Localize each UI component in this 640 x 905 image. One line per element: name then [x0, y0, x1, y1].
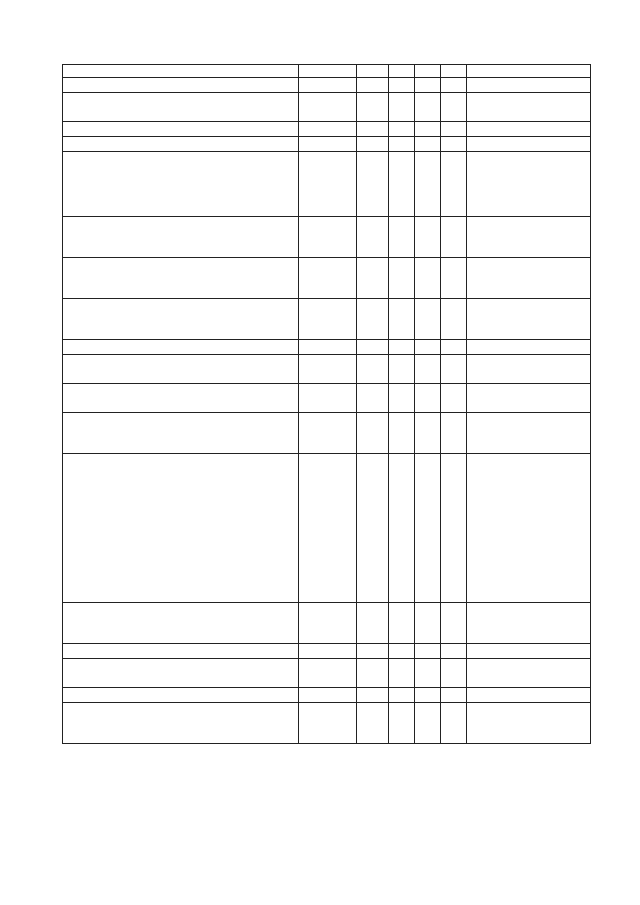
- amount-cell: [467, 659, 591, 688]
- column-header: [441, 65, 467, 78]
- target-article-cell: [299, 384, 357, 413]
- target-article-cell: [299, 93, 357, 122]
- expense-type-cell: [441, 152, 467, 217]
- subsection-cell: [415, 688, 441, 703]
- dept-code-cell: [357, 384, 389, 413]
- subsection-cell: [415, 355, 441, 384]
- item-name-cell: [63, 217, 299, 258]
- dept-code-cell: [357, 93, 389, 122]
- section-cell: [389, 137, 415, 152]
- table-row: [63, 703, 591, 744]
- amount-cell: [467, 78, 591, 93]
- dept-code-cell: [357, 299, 389, 340]
- dept-code-cell: [357, 152, 389, 217]
- amount-cell: [467, 384, 591, 413]
- section-cell: [389, 258, 415, 299]
- dept-code-cell: [357, 137, 389, 152]
- amount-cell: [467, 340, 591, 355]
- amount-cell: [467, 703, 591, 744]
- dept-code-cell: [357, 644, 389, 659]
- target-article-cell: [299, 258, 357, 299]
- amount-cell: [467, 122, 591, 137]
- table-row: [63, 454, 591, 603]
- table-row: [63, 152, 591, 217]
- expense-type-cell: [441, 299, 467, 340]
- expense-type-cell: [441, 340, 467, 355]
- target-article-cell: [299, 454, 357, 603]
- section-cell: [389, 688, 415, 703]
- amount-cell: [467, 137, 591, 152]
- subsection-cell: [415, 703, 441, 744]
- amount-cell: [467, 258, 591, 299]
- section-cell: [389, 217, 415, 258]
- amount-cell: [467, 688, 591, 703]
- amount-cell: [467, 93, 591, 122]
- amount-cell: [467, 454, 591, 603]
- subsection-cell: [415, 299, 441, 340]
- column-header: [357, 65, 389, 78]
- subsection-cell: [415, 217, 441, 258]
- table-body: [63, 78, 591, 744]
- expense-type-cell: [441, 258, 467, 299]
- subsection-cell: [415, 659, 441, 688]
- item-name-cell: [63, 688, 299, 703]
- subsection-cell: [415, 122, 441, 137]
- table-row: [63, 688, 591, 703]
- expense-type-cell: [441, 384, 467, 413]
- item-name-cell: [63, 603, 299, 644]
- item-name-cell: [63, 122, 299, 137]
- section-cell: [389, 299, 415, 340]
- column-header: [299, 65, 357, 78]
- table-header: [63, 65, 591, 78]
- table-row: [63, 137, 591, 152]
- item-name-cell: [63, 644, 299, 659]
- target-article-cell: [299, 78, 357, 93]
- table-row: [63, 355, 591, 384]
- item-name-cell: [63, 299, 299, 340]
- target-article-cell: [299, 644, 357, 659]
- target-article-cell: [299, 122, 357, 137]
- dept-code-cell: [357, 217, 389, 258]
- subsection-cell: [415, 78, 441, 93]
- target-article-cell: [299, 659, 357, 688]
- dept-code-cell: [357, 340, 389, 355]
- amount-cell: [467, 355, 591, 384]
- table-row: [63, 122, 591, 137]
- table-row: [63, 384, 591, 413]
- expense-type-cell: [441, 355, 467, 384]
- amount-cell: [467, 152, 591, 217]
- amount-cell: [467, 644, 591, 659]
- expense-type-cell: [441, 93, 467, 122]
- target-article-cell: [299, 137, 357, 152]
- amount-cell: [467, 603, 591, 644]
- expense-type-cell: [441, 122, 467, 137]
- section-cell: [389, 644, 415, 659]
- section-cell: [389, 384, 415, 413]
- expense-type-cell: [441, 413, 467, 454]
- subsection-cell: [415, 603, 441, 644]
- item-name-cell: [63, 454, 299, 603]
- subsection-cell: [415, 93, 441, 122]
- subsection-cell: [415, 454, 441, 603]
- subsection-cell: [415, 644, 441, 659]
- dept-code-cell: [357, 659, 389, 688]
- subsection-cell: [415, 384, 441, 413]
- expense-type-cell: [441, 688, 467, 703]
- expense-type-cell: [441, 217, 467, 258]
- target-article-cell: [299, 340, 357, 355]
- table-row: [63, 340, 591, 355]
- column-header: [467, 65, 591, 78]
- column-header: [415, 65, 441, 78]
- section-cell: [389, 603, 415, 644]
- target-article-cell: [299, 703, 357, 744]
- section-cell: [389, 454, 415, 603]
- dept-code-cell: [357, 603, 389, 644]
- table-row: [63, 217, 591, 258]
- section-cell: [389, 413, 415, 454]
- item-name-cell: [63, 659, 299, 688]
- table-row: [63, 78, 591, 93]
- table-row: [63, 299, 591, 340]
- subsection-cell: [415, 258, 441, 299]
- target-article-cell: [299, 688, 357, 703]
- expense-type-cell: [441, 659, 467, 688]
- table-row: [63, 413, 591, 454]
- expense-type-cell: [441, 137, 467, 152]
- dept-code-cell: [357, 703, 389, 744]
- dept-code-cell: [357, 78, 389, 93]
- item-name-cell: [63, 78, 299, 93]
- dept-code-cell: [357, 454, 389, 603]
- dept-code-cell: [357, 355, 389, 384]
- expense-type-cell: [441, 703, 467, 744]
- table-row: [63, 644, 591, 659]
- dept-code-cell: [357, 413, 389, 454]
- section-cell: [389, 78, 415, 93]
- table-row: [63, 258, 591, 299]
- item-name-cell: [63, 137, 299, 152]
- expense-type-cell: [441, 454, 467, 603]
- target-article-cell: [299, 413, 357, 454]
- target-article-cell: [299, 217, 357, 258]
- target-article-cell: [299, 355, 357, 384]
- section-cell: [389, 93, 415, 122]
- section-cell: [389, 122, 415, 137]
- amount-cell: [467, 217, 591, 258]
- table-row: [63, 93, 591, 122]
- expense-type-cell: [441, 603, 467, 644]
- subsection-cell: [415, 413, 441, 454]
- table-row: [63, 603, 591, 644]
- section-cell: [389, 340, 415, 355]
- column-header: [63, 65, 299, 78]
- column-header: [389, 65, 415, 78]
- item-name-cell: [63, 258, 299, 299]
- section-cell: [389, 152, 415, 217]
- target-article-cell: [299, 603, 357, 644]
- table-row: [63, 659, 591, 688]
- expense-type-cell: [441, 644, 467, 659]
- budget-table: [62, 64, 591, 744]
- target-article-cell: [299, 152, 357, 217]
- expense-type-cell: [441, 78, 467, 93]
- amount-cell: [467, 299, 591, 340]
- subsection-cell: [415, 137, 441, 152]
- dept-code-cell: [357, 122, 389, 137]
- subsection-cell: [415, 152, 441, 217]
- section-cell: [389, 355, 415, 384]
- item-name-cell: [63, 703, 299, 744]
- section-cell: [389, 703, 415, 744]
- dept-code-cell: [357, 688, 389, 703]
- item-name-cell: [63, 340, 299, 355]
- subsection-cell: [415, 340, 441, 355]
- section-cell: [389, 659, 415, 688]
- item-name-cell: [63, 384, 299, 413]
- item-name-cell: [63, 152, 299, 217]
- item-name-cell: [63, 413, 299, 454]
- item-name-cell: [63, 355, 299, 384]
- dept-code-cell: [357, 258, 389, 299]
- target-article-cell: [299, 299, 357, 340]
- item-name-cell: [63, 93, 299, 122]
- amount-cell: [467, 413, 591, 454]
